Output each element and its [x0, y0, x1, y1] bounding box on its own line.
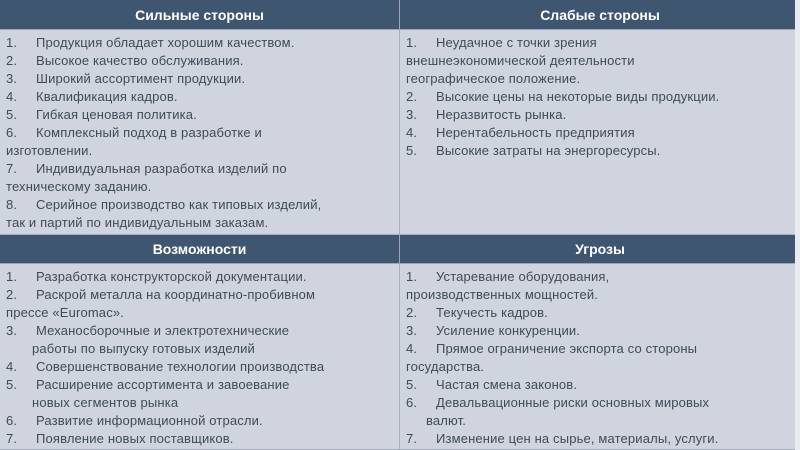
- item-number: 1.: [406, 35, 418, 50]
- item-text-continued: так и партий по индивидуальным заказам.: [6, 215, 269, 230]
- list-item: [6, 34, 393, 52]
- item-number: 1.: [6, 35, 18, 50]
- item-text: Продукция обладает хорошим качеством.: [36, 35, 295, 50]
- list-item: [6, 268, 393, 286]
- list-item: [6, 376, 393, 412]
- item-text: Нерентабельность предприятия: [436, 125, 635, 140]
- item-number: 1.: [6, 269, 18, 284]
- list-item: [6, 88, 393, 106]
- list-item: [6, 70, 393, 88]
- item-text-continued: новых сегментов рынка: [32, 395, 179, 410]
- item-text: Высокие цены на некоторые виды продукции.: [436, 89, 720, 104]
- list-item: [406, 142, 794, 160]
- threats-cell: [400, 264, 800, 450]
- list-item: [6, 160, 393, 196]
- item-text: Комплексный подход в разработке и: [36, 125, 262, 140]
- item-text: Девальвационные риски основных мировых: [436, 395, 710, 410]
- list-item: [6, 124, 393, 160]
- strengths-cell: [0, 30, 400, 235]
- weaknesses-cell: [400, 30, 800, 235]
- item-number: 7.: [406, 431, 418, 446]
- threats-header: [400, 235, 800, 264]
- item-number: 7.: [6, 161, 18, 176]
- list-item: [6, 196, 393, 232]
- weaknesses-list: [406, 34, 794, 160]
- item-text: Широкий ассортимент продукции.: [36, 71, 246, 86]
- item-text-continued: изготовлении.: [6, 143, 93, 158]
- item-text: Гибкая ценовая политика.: [36, 107, 197, 122]
- opportunities-header: [0, 235, 400, 264]
- item-number: 3.: [6, 323, 18, 338]
- list-item: [406, 34, 794, 88]
- item-text-continued: прессе «Euromac».: [6, 305, 124, 320]
- item-text: Механосборочные и электротехнические: [36, 323, 290, 338]
- item-text: Раскрой металла на координатно-пробивном: [36, 287, 316, 302]
- item-text-continued: географическое положение.: [406, 71, 581, 86]
- item-text: Развитие информационной отрасли.: [36, 413, 263, 428]
- list-item: [6, 322, 393, 358]
- item-number: 4.: [6, 89, 18, 104]
- item-text: Квалификация кадров.: [36, 89, 178, 104]
- item-text: Изменение цен на сырье, материалы, услуги.: [436, 431, 719, 446]
- item-text-continued: валют.: [426, 413, 467, 428]
- item-number: 2.: [6, 287, 18, 302]
- item-text: Серийное производство как типовых изделий,: [36, 197, 322, 212]
- item-number: 6.: [406, 395, 418, 410]
- item-number: 2.: [406, 89, 418, 104]
- item-number: 2.: [6, 53, 18, 68]
- item-number: 4.: [406, 341, 418, 356]
- list-item: [406, 376, 794, 394]
- strengths-list: [6, 34, 393, 232]
- item-text: Расширение ассортимента и завоевание: [36, 377, 290, 392]
- opportunities-cell: [0, 264, 400, 450]
- list-item: [406, 88, 794, 106]
- item-text: Неудачное с точки зрения: [436, 35, 597, 50]
- list-item: [406, 106, 794, 124]
- item-text-continued: работы по выпуску готовых изделий: [32, 341, 255, 356]
- slide-edge: [795, 0, 800, 450]
- item-number: 7.: [6, 431, 18, 446]
- item-number: 5.: [406, 143, 418, 158]
- item-number: 6.: [6, 125, 18, 140]
- item-text: Появление новых поставщиков.: [36, 431, 234, 446]
- item-text: Разработка конструкторской документации.: [36, 269, 307, 284]
- list-item: [406, 394, 794, 430]
- item-text: Совершенствование технологии производства: [36, 359, 325, 374]
- item-text: Устаревание оборудования,: [436, 269, 610, 284]
- item-text: Текучесть кадров.: [436, 305, 548, 320]
- item-text: Частая смена законов.: [436, 377, 578, 392]
- list-item: [6, 412, 393, 430]
- item-number: 3.: [6, 71, 18, 86]
- item-number: 4.: [6, 359, 18, 374]
- item-number: 3.: [406, 107, 418, 122]
- item-text-continued: производственных мощностей.: [406, 287, 599, 302]
- item-number: 6.: [6, 413, 18, 428]
- item-text: Прямое ограничение экспорта со стороны: [436, 341, 698, 356]
- item-number: 4.: [406, 125, 418, 140]
- threats-list: [406, 268, 794, 448]
- list-item: [6, 286, 393, 322]
- list-item: [406, 430, 794, 448]
- item-text-continued: внешнеэкономической деятельности: [406, 53, 635, 68]
- item-text-continued: государства.: [406, 359, 485, 374]
- item-text: Индивидуальная разработка изделий по: [36, 161, 287, 176]
- item-number: 5.: [6, 107, 18, 122]
- threats-header-label: Угрозы: [575, 241, 625, 257]
- list-item: [6, 430, 393, 448]
- item-text: Усиление конкуренции.: [436, 323, 581, 338]
- list-item: [406, 268, 794, 304]
- list-item: [6, 106, 393, 124]
- list-item: [6, 358, 393, 376]
- strengths-header: [0, 0, 400, 30]
- list-item: [6, 52, 393, 70]
- item-number: 1.: [406, 269, 418, 284]
- item-number: 2.: [406, 305, 418, 320]
- item-text: Высокое качество обслуживания.: [36, 53, 244, 68]
- list-item: [406, 304, 794, 322]
- weaknesses-header: [400, 0, 800, 30]
- item-text: Неразвитость рынка.: [436, 107, 567, 122]
- opportunities-list: [6, 268, 393, 448]
- opportunities-header-label: Возможности: [152, 241, 247, 257]
- item-number: 8.: [6, 197, 18, 212]
- item-number: 3.: [406, 323, 418, 338]
- list-item: [406, 322, 794, 340]
- item-text-continued: техническому заданию.: [6, 179, 152, 194]
- weaknesses-header-label: Слабые стороны: [540, 6, 660, 23]
- list-item: [406, 124, 794, 142]
- item-number: 5.: [406, 377, 418, 392]
- strengths-header-label: Сильные стороны: [135, 6, 264, 23]
- item-text: Высокие затраты на энергоресурсы.: [436, 143, 661, 158]
- list-item: [406, 340, 794, 376]
- item-number: 5.: [6, 377, 18, 392]
